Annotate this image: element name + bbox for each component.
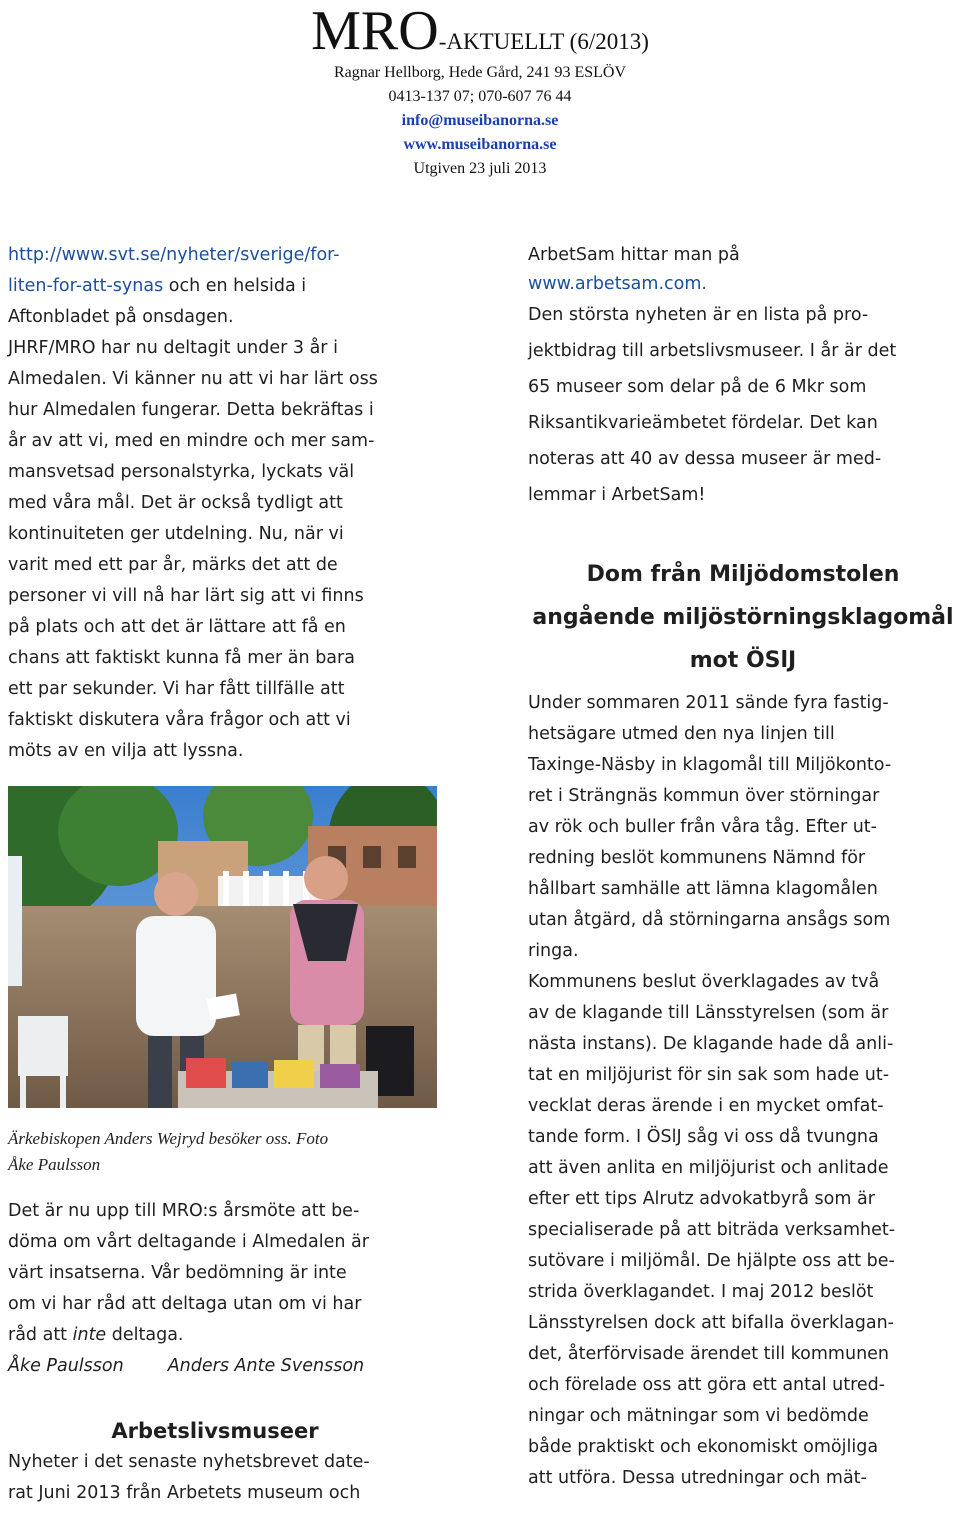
body1-line: ringa. [528,941,579,961]
title-issue: -AKTUELLT (6/2013) [438,29,649,54]
para1-line: Aftonbladet på onsdagen. [8,307,234,327]
section2-line: Nyheter i det senaste nyhetsbrevet date- [8,1452,370,1472]
body1-line: av rök och buller från våra tåg. Efter ut- [528,817,877,837]
body2-line: ningar och mätningar som vi bedömde [528,1406,869,1426]
news-line: lemmar i ArbetSam! [528,485,706,505]
body2-line: specialiserade på att biträda verksamhet- [528,1220,896,1240]
almedalen-photo [8,786,437,1108]
para3-last-post: deltaga. [106,1325,184,1345]
left-column-bottom [8,1196,448,1509]
para1-line: med våra mål. Det är också tydligt att [8,493,343,513]
right-column [528,240,958,1494]
newsletter-title [0,0,960,62]
heading-line: Dom från Miljödomstolen [586,562,900,587]
body2-line: vecklat deras ärende i en mycket omfat- [528,1096,884,1116]
intro-line: ArbetSam hittar man på [528,245,740,265]
news-line: 65 museer som delar på de 6 Mkr som [528,377,867,397]
para3-line: döma om vårt deltagande i Almedalen är [8,1232,369,1252]
para2-line: personer vi vill nå har lärt sig att vi finns [8,586,364,606]
body1-line: utan åtgärd, då störningarna ansågs som [528,910,891,930]
caption-line-2: Åke Paulsson [8,1155,101,1174]
svt-link-part-2[interactable]: liten-for-att-synas [8,276,164,296]
body1-line: Taxinge-Näsby in klagomål till Miljökonto- [528,755,892,775]
para2-line: möts av en vilja att lyssna. [8,741,244,761]
body2-line: av de klagande till Länsstyrelsen (som är [528,1003,889,1023]
body2-line: att utföra. Dessa utredningar och mät- [528,1468,867,1488]
para1-line: hur Almedalen fungerar. Detta bekräftas i [8,400,374,420]
body2-line: strida överklagandet. I maj 2012 beslöt [528,1282,874,1302]
header-published-date: Utgiven 23 juli 2013 [413,160,547,177]
body1-line: ret i Strängnäs kommun över störningar [528,786,880,806]
signature-1: Åke Paulsson [8,1356,124,1376]
body1-line: hetsägare utmed den nya linjen till [528,724,835,744]
title-mro: MRO [311,0,439,62]
para3-last-line [8,1320,448,1351]
news-line: Den största nyheten är en lista på pro- [528,305,869,325]
para3-line: värt insatserna. Vår bedömning är inte [8,1263,347,1283]
heading-line: mot ÖSlJ [689,648,797,673]
para2-line: faktiskt diskutera våra frågor och att vi [8,710,351,730]
section2-line: rat Juni 2013 från Arbetets museum och [8,1483,361,1503]
para2-line: varit med ett par år, märks det att de [8,555,338,575]
body2-line: Kommunens beslut överklagades av två [528,972,880,992]
link-line-2 [8,271,448,302]
photo-illustration [8,786,437,1108]
para2-line: ett par sekunder. Vi har fått tillfälle att [8,679,345,699]
para1-line: JHRF/MRO har nu deltagit under 3 år i [8,338,338,358]
body2-line: tat en miljöjurist för sin sak som hade ut- [528,1065,890,1085]
body1-line: redning beslöt kommunens Nämnd för [528,848,866,868]
svt-link-part-1[interactable]: http://www.svt.se/nyheter/sverige/for- [8,245,340,265]
header-email-link[interactable]: info@museibanorna.se [401,112,559,129]
body2-line: att även anlita en miljöjurist och anlitade [528,1158,889,1178]
para2-line: kontinuiteten ger utdelning. Nu, när vi [8,524,344,544]
para3-last-pre: råd att [8,1325,73,1345]
signature-2: Anders Ante Svensson [167,1356,365,1376]
signature-line [8,1351,448,1382]
news-line: jektbidrag till arbetslivsmuseer. I år är det [528,341,897,361]
body2-line: och förelade oss att göra ett antal utred- [528,1375,886,1395]
body2-line: sutövare i miljömål. De hjälpte oss att be- [528,1251,895,1271]
body2-line: det, återförvisade ärendet till kommunen [528,1344,890,1364]
section-title-arbetslivsmuseer: Arbetslivsmuseer [111,1419,319,1443]
body1-line: hållbart samhälle att lämna klagomålen [528,879,878,899]
link-tail-text: och en helsida i [163,276,307,296]
para2-line: chans att faktiskt kunna få mer än bara [8,648,355,668]
photo-caption [8,1126,438,1178]
link-line-1 [8,240,448,271]
para1-line: år av att vi, med en mindre och mer sam- [8,431,375,451]
news-line: noteras att 40 av dessa museer är med- [528,449,882,469]
news-line: Riksantikvarieämbetet fördelar. Det kan [528,413,878,433]
para1-line: Almedalen. Vi känner nu att vi har lärt oss [8,369,378,389]
body2-line: efter ett tips Alrutz advokatbyrå som är [528,1189,875,1209]
para3-last-italic: inte [72,1325,107,1345]
caption-line-1: Ärkebiskopen Anders Wejryd besöker oss. Foto [8,1129,329,1148]
body2-line: Länsstyrelsen dock att bifalla överklagan- [528,1313,894,1333]
body2-line: tande form. I ÖSlJ såg vi oss då tvungna [528,1127,879,1147]
para2-line: på plats och att det är lättare att få en [8,617,346,637]
header-website-link[interactable]: www.museibanorna.se [403,136,557,153]
header-address: Ragnar Hellborg, Hede Gård, 241 93 ESLÖV [333,64,627,81]
body2-line: både praktiskt och ekonomiskt omöjliga [528,1437,879,1457]
body1-line: Under sommaren 2011 sände fyra fastig- [528,693,889,713]
body2-line: nästa instans). De klagande hade då anli- [528,1034,894,1054]
para3-line: om vi har råd att deltaga utan om vi har [8,1294,362,1314]
header-phones: 0413-137 07; 070-607 76 44 [388,88,572,105]
para1-line: mansvetsad personalstyrka, lyckats väl [8,462,355,482]
heading-line: angående miljöstörningsklagomål [532,605,954,630]
arbetsam-link[interactable]: www.arbetsam.com. [528,274,707,294]
para3-line: Det är nu upp till MRO:s årsmöte att be- [8,1201,360,1221]
left-column-top [8,240,448,767]
